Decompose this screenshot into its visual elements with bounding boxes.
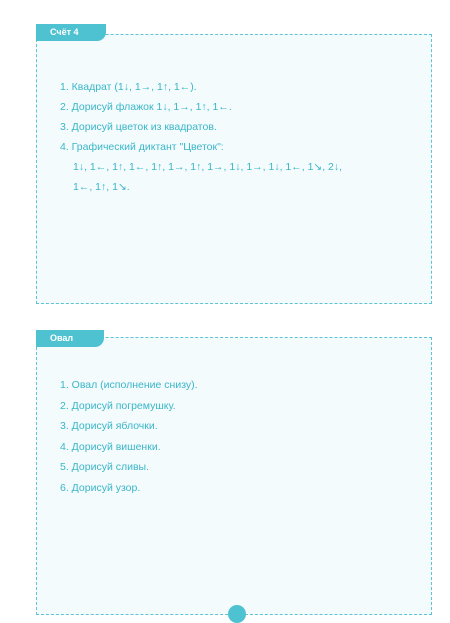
page-number-badge bbox=[228, 605, 246, 623]
instruction-item: 2. Дорисуй погремушку. bbox=[60, 399, 176, 412]
section-tab-oval: Овал bbox=[36, 330, 104, 347]
instruction-item: 5. Дорисуй сливы. bbox=[60, 461, 150, 474]
instruction-item: 4. Дорисуй вишенки. bbox=[60, 440, 161, 453]
section-tab-schet-4: Счёт 4 bbox=[36, 24, 106, 41]
instruction-item: 2. Дорисуй флажок 1↓, 1→, 1↑, 1←. bbox=[60, 101, 232, 113]
instruction-item: 1. Овал (исполнение снизу). bbox=[60, 379, 198, 391]
instruction-item: 4. Графический диктант "Цветок": bbox=[60, 141, 224, 153]
instruction-item: 6. Дорисуй узор. bbox=[60, 481, 141, 494]
instruction-list-schet-4 bbox=[60, 79, 342, 199]
instruction-item: 3. Дорисуй яблочки. bbox=[60, 420, 158, 433]
dictation-line: 1←, 1↑, 1↘. bbox=[73, 181, 130, 193]
instruction-item: 1. Квадрат (1↓, 1→, 1↑, 1←). bbox=[60, 81, 197, 93]
instruction-list-oval bbox=[60, 377, 198, 501]
dictation-line: 1↓, 1←, 1↑, 1←, 1↑, 1→, 1↑, 1→, 1↓, 1→, 1↓, 1←, 1↘, 2↓, bbox=[73, 161, 343, 173]
instruction-item: 3. Дорисуй цветок из квадратов. bbox=[60, 121, 217, 133]
